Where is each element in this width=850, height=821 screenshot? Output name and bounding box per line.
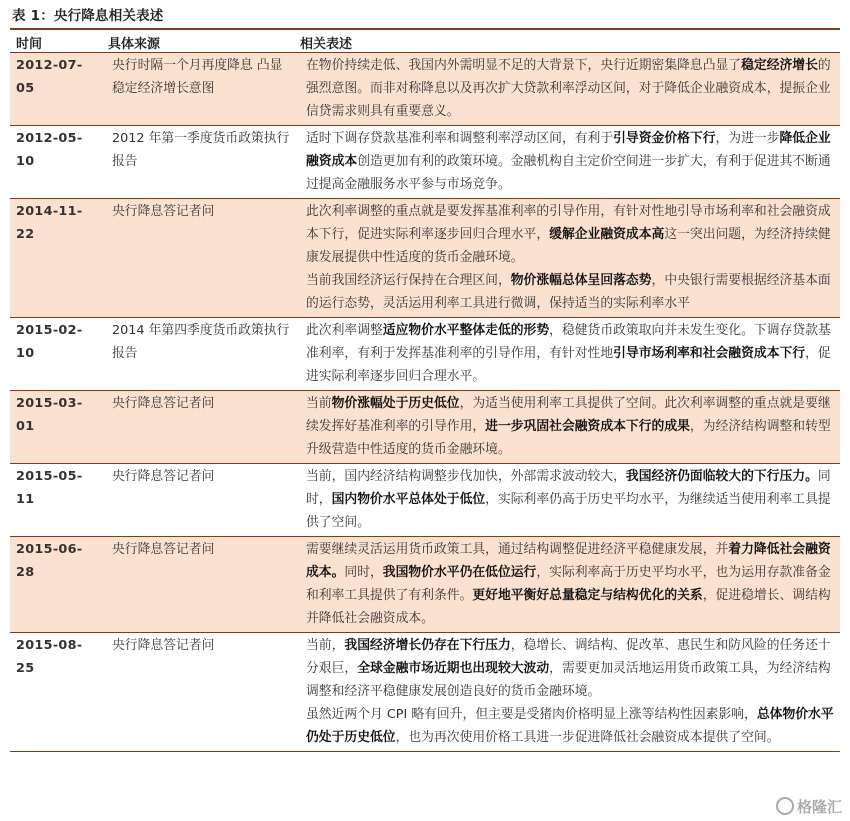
header-description: 相关表述 — [300, 37, 353, 52]
table-row — [10, 391, 840, 464]
emphasis-text: 稳定经济增长 — [741, 58, 818, 73]
emphasis-text: 降低企业融资成本 — [306, 131, 831, 169]
row-date: 2015-02-10 — [16, 323, 83, 361]
description-text: ，实际利率高于历史平均水平，也为运用存款准备金和利率工具提供了有利条件。 — [306, 565, 831, 603]
table-row — [10, 537, 840, 633]
table-row — [10, 318, 840, 391]
description-text: 同时， — [344, 565, 383, 580]
description-text: 此次利率调整 — [306, 323, 383, 338]
row-source: 央行降息答记者问 — [112, 396, 215, 411]
row-description — [300, 633, 840, 752]
row-description — [300, 537, 840, 633]
emphasis-text: 我国物价水平仍在低位运行 — [382, 565, 537, 580]
header-source: 具体来源 — [108, 37, 161, 52]
description-text: 这一突出问题，为经济持续健康发展提供中性适度的货币金融环境。 — [306, 227, 831, 265]
description-text: 当前我国经济运行保持在合理区间， — [306, 273, 511, 288]
emphasis-text: 引导市场利率和社会融资成本下行 — [613, 346, 806, 361]
description-text: ，需要更加灵活地运用货币政策工具，为经济结构调整和经济平稳健康发展创造良好的货币金融环境。 — [306, 661, 831, 699]
row-date: 2015-05-11 — [16, 469, 83, 507]
emphasis-text: 引导资金价格下行 — [613, 131, 716, 146]
row-date: 2012-05-10 — [16, 131, 83, 169]
watermark — [776, 796, 842, 817]
emphasis-text: 着力降低社会融资成本。 — [306, 542, 831, 580]
description-text: ，为进一步 — [715, 131, 780, 146]
description-text: 需要继续灵活运用货币政策工具，通过结构调整促进经济平稳健康发展，并 — [306, 542, 729, 557]
header-date: 时间 — [16, 37, 43, 52]
description-text: ，促进稳增长、调结构并降低社会融资成本。 — [306, 588, 831, 626]
row-date: 2015-06-28 — [16, 542, 83, 580]
description-text: ，也为再次使用价格工具进一步促进降低社会融资成本提供了空间。 — [395, 730, 780, 745]
emphasis-text: 我国经济仍面临较大的下行压力。 — [625, 469, 818, 484]
emphasis-text: 缓解企业融资成本高 — [549, 227, 665, 242]
table-row — [10, 199, 840, 318]
table-row — [10, 126, 840, 199]
description-text: 当前， — [306, 638, 345, 653]
row-description — [300, 53, 840, 126]
row-source: 2014 年第四季度货币政策执行报告 — [112, 323, 290, 361]
emphasis-text: 进一步巩固社会融资成本下行的成果 — [485, 419, 690, 434]
row-description — [300, 199, 840, 318]
row-date: 2014-11-22 — [16, 204, 83, 242]
table-row — [10, 633, 840, 752]
row-description — [300, 318, 840, 391]
emphasis-text: 更好地平衡好总量稳定与结构优化的关系 — [472, 588, 703, 603]
table-row — [10, 464, 840, 537]
emphasis-text: 全球金融市场近期也出现较大波动 — [357, 661, 550, 676]
description-text: 适时下调存贷款基准利率和调整利率浮动区间，有利于 — [306, 131, 614, 146]
row-date: 2015-08-25 — [16, 638, 83, 676]
row-source: 央行降息答记者问 — [112, 638, 215, 653]
row-source: 央行降息答记者问 — [112, 469, 215, 484]
emphasis-text: 我国经济增长仍存在下行压力 — [344, 638, 511, 653]
description-text: 虽然近两个月 CPI 略有回升，但主要是受猪肉价格明显上涨等结构性因素影响， — [306, 707, 757, 722]
row-source: 央行降息答记者问 — [112, 204, 215, 219]
description-text: ，稳增长、调结构、促改革、惠民生和防风险的任务还十分艰巨， — [306, 638, 831, 676]
row-description — [300, 391, 840, 464]
table-row — [10, 53, 840, 126]
row-description — [300, 126, 840, 199]
description-text: 当前 — [306, 396, 332, 411]
description-text: ，促进实际利率逐步回归合理水平。 — [306, 346, 831, 384]
emphasis-text: 国内物价水平总体处于低位 — [331, 492, 486, 507]
description-text: 此次利率调整的重点就是要发挥基准利率的引导作用，有针对性地引导市场利率和社会融资成本下行，促进实际利率逐步回归合理水平， — [306, 204, 831, 242]
description-text: ，稳健货币政策取向并未发生变化。下调存贷款基准利率，有利于发挥基准利率的引导作用，有针对性地 — [306, 323, 831, 361]
watermark-logo-icon — [776, 797, 794, 815]
table-title: 表 1：央行降息相关表述 — [12, 8, 164, 24]
description-text: 创造更加有利的政策环境。金融机构自主定价空间进一步扩大，有利于促进其不断通过提高金融服务水平参与市场竞争。 — [306, 154, 831, 192]
description-text: ，中央银行需要根据经济基本面的运行态势，灵活运用利率工具进行微调，保持适当的实际利率水平 — [306, 273, 831, 311]
emphasis-text: 物价涨幅总体呈回落态势 — [510, 273, 652, 288]
description-text: ，实际利率仍高于历史平均水平，为继续适当使用利率工具提供了空间。 — [306, 492, 831, 530]
emphasis-text: 总体物价水平仍处于历史低位 — [306, 707, 834, 745]
row-description — [300, 464, 840, 537]
emphasis-text: 适应物价水平整体走低的形势 — [382, 323, 550, 338]
description-text: 当前，国内经济结构调整步伐加快，外部需求波动较大， — [306, 469, 626, 484]
row-date: 2015-03-01 — [16, 396, 83, 434]
row-source: 2012 年第一季度货币政策执行报告 — [112, 131, 290, 169]
table-header — [10, 28, 840, 53]
description-text: 在物价持续走低、我国内外需明显不足的大背景下，央行近期密集降息凸显了 — [306, 58, 742, 73]
row-date: 2012-07-05 — [16, 58, 83, 96]
row-source: 央行降息答记者问 — [112, 542, 215, 557]
description-text: 的强烈意图。而非对称降息以及再次扩大贷款利率浮动区间，对于降低企业融资成本，提振企业信贷需求则具有重要意义。 — [306, 58, 831, 119]
row-source: 央行时隔一个月再度降息 凸显稳定经济增长意图 — [112, 58, 283, 96]
description-text: ，为适当使用利率工具提供了空间。此次利率调整的重点就是要继续发挥好基准利率的引导作用， — [306, 396, 831, 434]
description-text: 同时， — [306, 469, 831, 507]
emphasis-text: 物价涨幅处于历史低位 — [331, 396, 460, 411]
description-text: ，为经济结构调整和转型升级营造中性适度的货币金融环境。 — [306, 419, 831, 457]
policy-table — [10, 53, 840, 752]
watermark-text: 格隆汇 — [796, 798, 842, 816]
